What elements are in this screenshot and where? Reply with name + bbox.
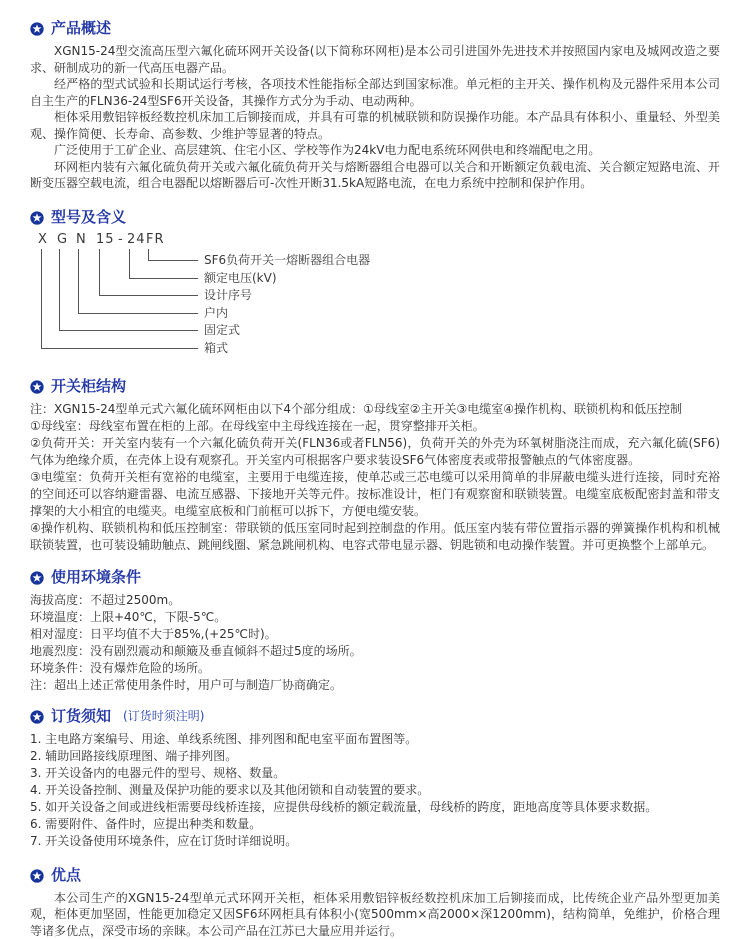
condition-line: 环境温度：上限+40℃，下限-5℃。 [30, 609, 720, 626]
advantages-paragraphs [30, 890, 720, 939]
connector-vertical-line [148, 249, 149, 260]
condition-line: 海拔高度：不超过2500m。 [30, 592, 720, 609]
model-code-part: 15 [96, 233, 115, 247]
connector-vertical-line [99, 249, 100, 295]
connector-horizontal-line [148, 260, 198, 261]
section-model [30, 207, 720, 361]
section-header-model [30, 207, 720, 227]
paragraph: 环网柜内装有六氟化硫负荷开关或六氟化硫负荷开关与熔断器组合电器可以关合和开断额定负载电流、关合额定短路电流、开断变压器空载电流，组合电器配以熔断器后可-次性开断31.5kA短路电流，在电力系统中控制和保护作用。 [30, 159, 720, 192]
ordering-item: 7. 开关设备使用环境条件，应在订货时详细说明。 [30, 833, 720, 850]
ordering-item: 1. 主电路方案编号、用途、单线系统图、排列图和配电室平面布置图等。 [30, 731, 720, 748]
paragraph: 广泛使用于工矿企业、高层建筑、住宅小区、学校等作为24kV电力配电系统环网供电和终端配电之用。 [30, 142, 720, 159]
connector-vertical-line [129, 249, 130, 278]
model-code-label: 设计序号 [204, 287, 252, 303]
section-environment [30, 567, 720, 694]
section-advantages [30, 865, 720, 939]
environment-lines [30, 592, 720, 694]
section-title: 开关柜结构 [51, 376, 126, 396]
star-badge-icon [30, 709, 44, 723]
condition-line: 注：超出上述正常使用条件时，用户可与制造厂协商确定。 [30, 677, 720, 694]
ordering-item: 2. 辅助回路接线原理图、端子排列图。 [30, 748, 720, 765]
connector-horizontal-line [59, 330, 198, 331]
structure-paragraphs [30, 401, 720, 554]
paragraph: ②负荷开关：开关室内装有一个六氟化硫负荷开关(FLN36或者FLN56)，负荷开关的外壳为环氧树脂浇注而成，充六氟化硫(SF6)气体为绝缘介质，在壳体上设有观察孔。开关室内可根据客户要求装设SF6气体密度表或带报警触点的气体密度器。 [30, 435, 720, 469]
model-code-label: 固定式 [204, 322, 240, 338]
connector-vertical-line [59, 249, 60, 330]
model-code-part: N [76, 233, 87, 247]
ordering-item: 6. 需要附件、备件时，应提出种类和数量。 [30, 816, 720, 833]
paragraph: XGN15-24型交流高压型六氟化硫环网开关设备(以下简称环网柜)是本公司引进国外先进技术并按照国内家电及城网改造之要求、研制成功的新一代高压电器产品。 [30, 43, 720, 76]
model-code-part: - [118, 233, 124, 247]
paragraph: ①母线室：母线室布置在柜的上部。在母线室中主母线连接在一起，贯穿整排开关柜。 [30, 418, 720, 435]
ordering-item: 5. 如开关设备之间或进线柜需要母线桥连接，应提供母线桥的额定载流量，母线桥的跨度，距地高度等具体要求数据。 [30, 799, 720, 816]
model-code-label: 额定电压(kV) [204, 270, 277, 286]
condition-line: 相对湿度：日平均值不大于85%,(+25℃时)。 [30, 626, 720, 643]
model-designation-diagram [30, 233, 720, 361]
section-overview [30, 18, 720, 192]
section-header-ordering [30, 706, 720, 726]
section-header-structure [30, 376, 720, 396]
star-badge-icon [30, 570, 44, 584]
section-header-environment [30, 567, 720, 587]
model-code-part: FR [146, 233, 165, 247]
section-title: 型号及含义 [51, 207, 126, 227]
section-header-overview [30, 18, 720, 38]
section-title: 订货须知 [51, 706, 111, 726]
paragraph: ④操作机构、联锁机构和低压控制室：带联锁的低压室同时起到控制盘的作用。低压室内装有带位置指示器的弹簧操作机构和机械联锁装置，也可装设辅助触点、跳闸线圈、紧急跳闸机构、电容式带电显示器、钥匙锁和电动操作装置。并可更换整个上部单元。 [30, 520, 720, 554]
paragraph: 注：XGN15-24型单元式六氟化硫环网柜由以下4个部分组成：①母线室②主开关③电缆室④操作机构、联锁机构和低压控制 [30, 401, 720, 418]
model-code-part: G [57, 233, 68, 247]
section-header-advantages [30, 865, 720, 885]
section-title: 优点 [51, 865, 81, 885]
section-title-note: (订货时须注明) [123, 707, 204, 724]
section-title: 产品概述 [51, 18, 111, 38]
ordering-item: 3. 开关设备内的电器元件的型号、规格、数量。 [30, 765, 720, 782]
connector-vertical-line [41, 249, 42, 348]
connector-vertical-line [78, 249, 79, 313]
connector-horizontal-line [78, 313, 198, 314]
model-code-label: SF6负荷开关一熔断器组合电器 [204, 252, 370, 268]
star-badge-icon [30, 379, 44, 393]
star-badge-icon [30, 210, 44, 224]
model-code-label: 箱式 [204, 340, 228, 356]
model-code-label: 户内 [204, 305, 228, 321]
paragraph: ③电缆室：负荷开关柜有宽裕的电缆室，主要用于电缆连接，使单芯或三芯电缆可以采用简单的非屏蔽电缆头进行连接，同时充裕的空间还可以容纳避雷器、电流互感器、下接地开关等元件。按标准设计，柜门有观察窗和联锁装置。电缆室底板配密封盖和带支撑架的大小相宜的电缆夹。电缆室底板和门前框可以拆下，方便电缆安装。 [30, 469, 720, 520]
ordering-items [30, 731, 720, 850]
paragraph: 柜体采用敷铝锌板经数控机床加工后铆接而成，并具有可靠的机械联锁和防误操作功能。本产品具有体积小、重量轻、外型美观、操作简便、长寿命、高参数、少维护等显著的特点。 [30, 109, 720, 142]
condition-line: 环境条件：没有爆炸危险的场所。 [30, 660, 720, 677]
overview-paragraphs [30, 43, 720, 192]
connector-horizontal-line [41, 348, 198, 349]
section-structure [30, 376, 720, 554]
section-ordering [30, 706, 720, 850]
connector-horizontal-line [99, 295, 198, 296]
paragraph: 经严格的型式试验和长期试运行考核，各项技术性能指标全部达到国家标准。单元柜的主开关、操作机构及元器件采用本公司自主生产的FLN36-24型SF6开关设备，其操作方式分为手动、电动两种。 [30, 76, 720, 109]
model-code-part: X [38, 233, 48, 247]
star-badge-icon [30, 21, 44, 35]
condition-line: 地震烈度：没有剧烈震动和颠簸及垂直倾斜不超过5度的场所。 [30, 643, 720, 660]
section-title: 使用环境条件 [51, 567, 141, 587]
ordering-item: 4. 开关设备控制、测量及保护功能的要求以及其他闭锁和自动装置的要求。 [30, 782, 720, 799]
model-code-part: 24 [127, 233, 146, 247]
star-badge-icon [30, 868, 44, 882]
connector-horizontal-line [129, 278, 198, 279]
paragraph: 本公司生产的XGN15-24型单元式环网开关柜，柜体采用敷铝锌板经数控机床加工后铆接而成，比传统企业产品外型更加美观，柜体更加坚固，性能更加稳定又因SF6环网柜具有体积小(宽500mm×高2000×深1200mm)，结构简单，免维护，价格合理等诸多优点，深受市场的亲睐。本公司产品在江苏已大量应用并运行。 [30, 890, 720, 939]
